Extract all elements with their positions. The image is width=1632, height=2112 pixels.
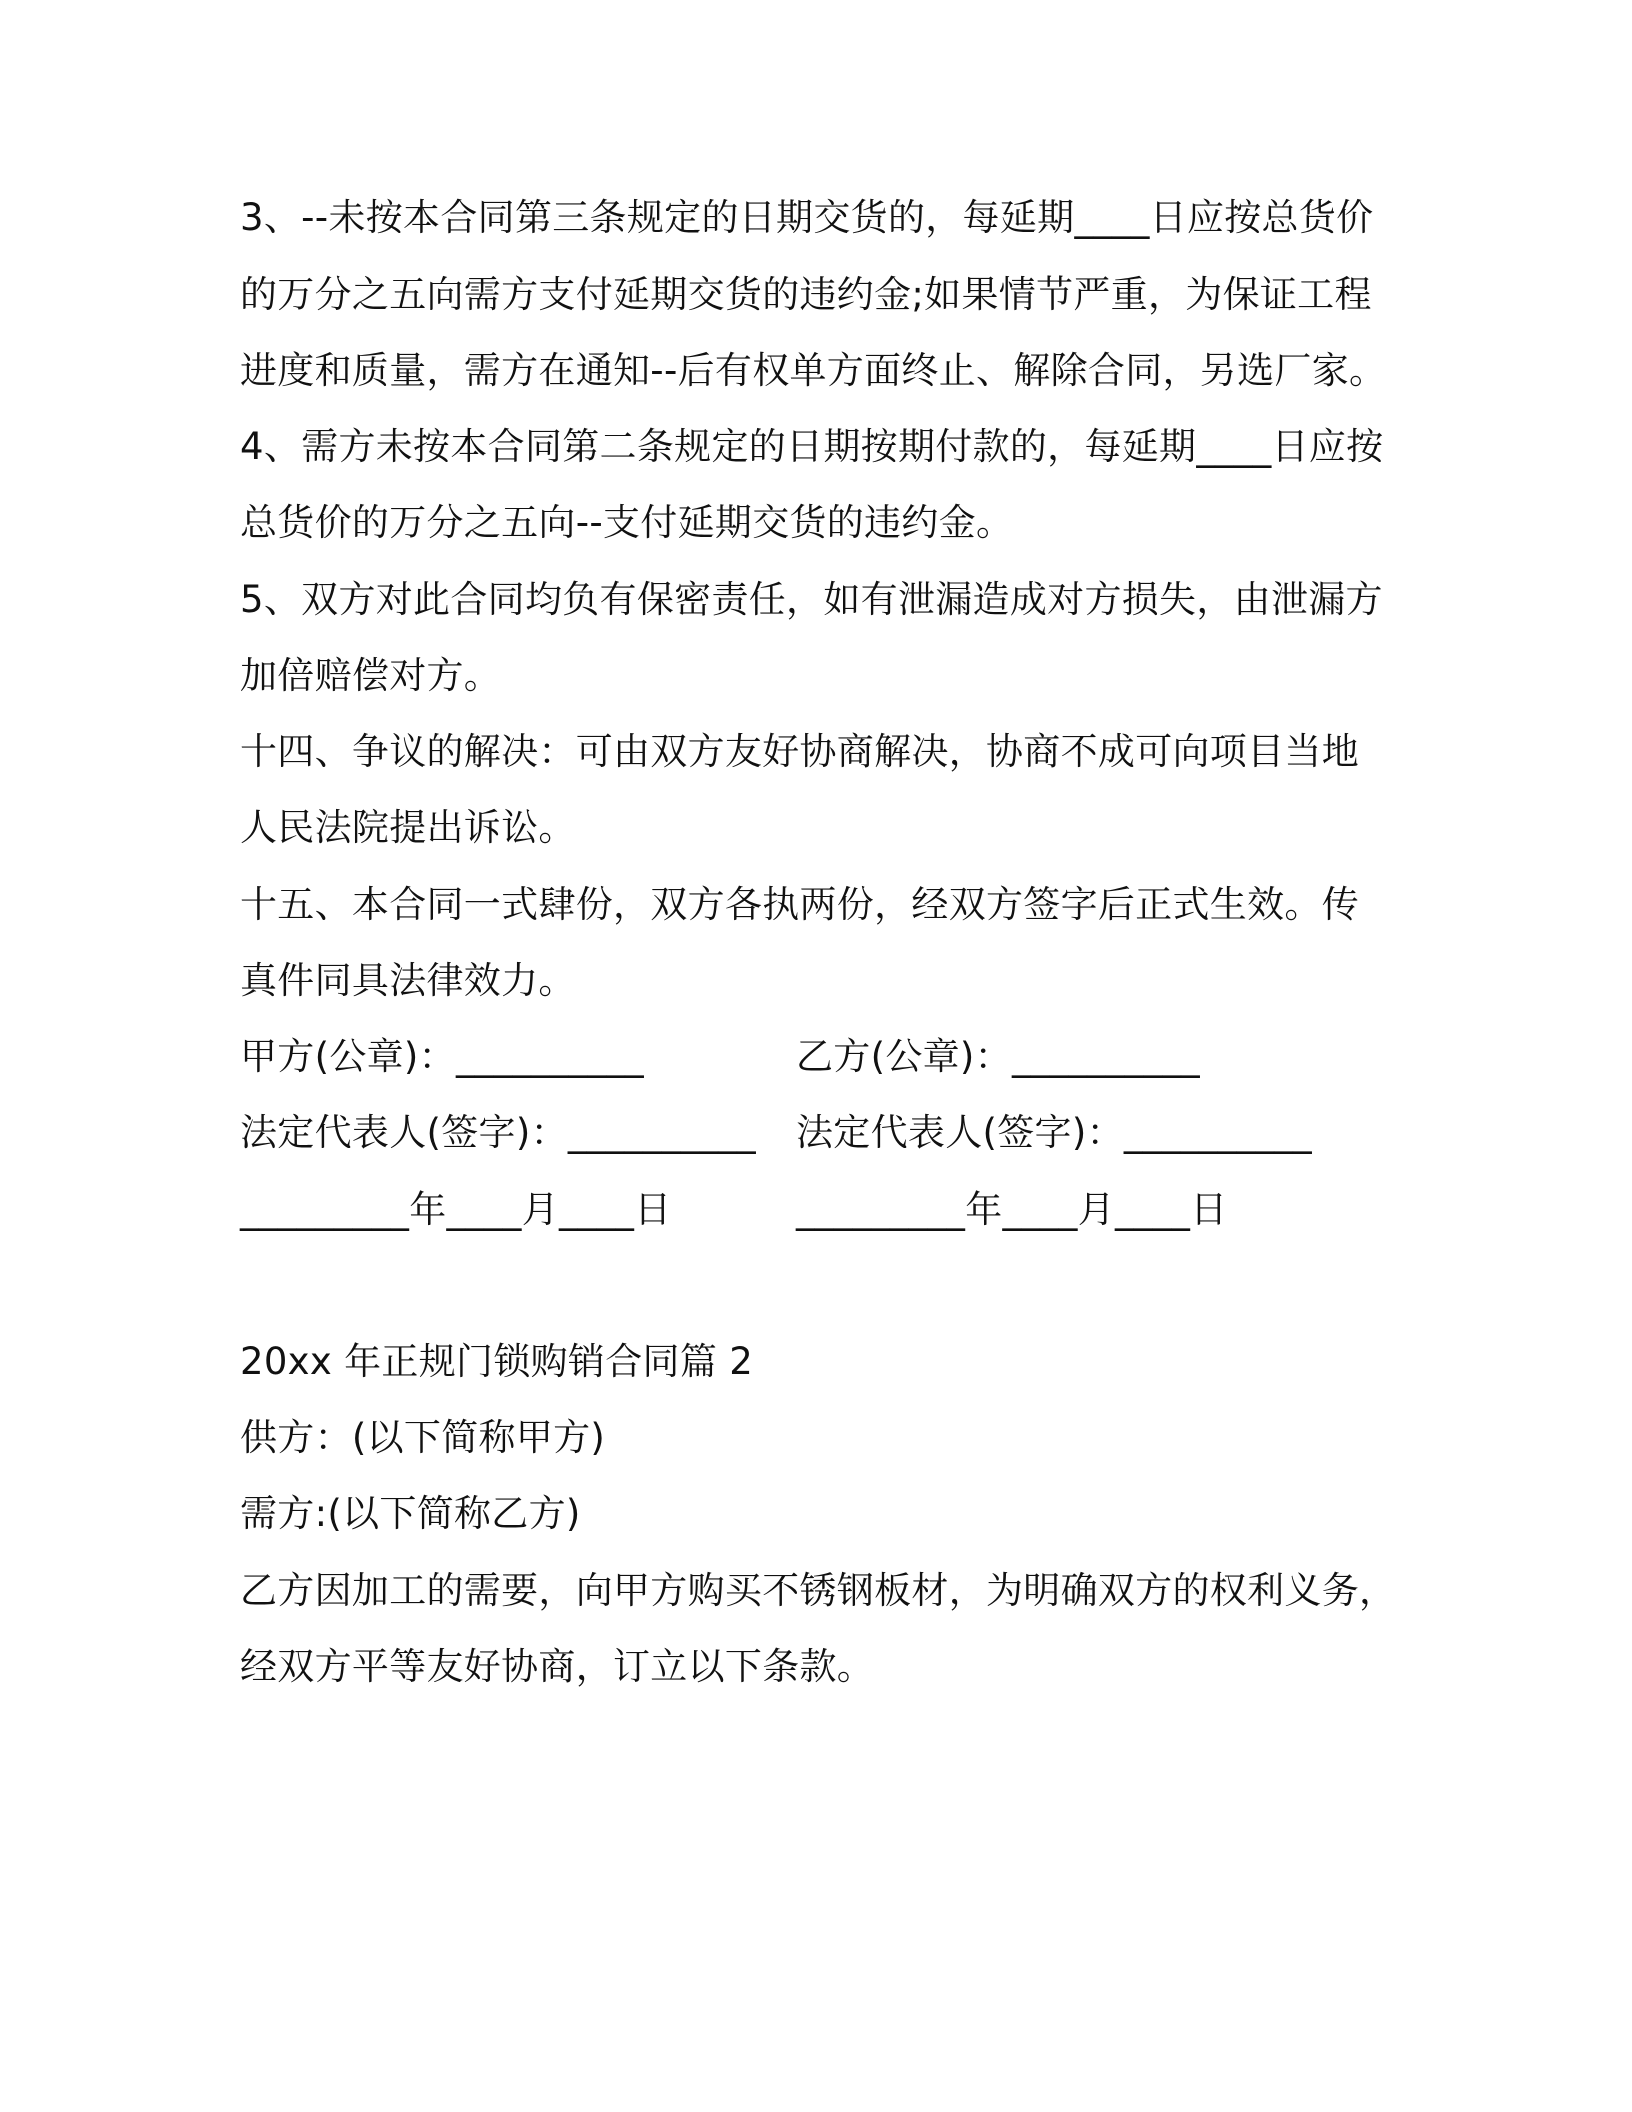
clause-14-line-1: 十四、争议的解决：可由双方友好协商解决，协商不成可向项目当地 <box>240 730 1359 773</box>
clause-4-line-2: 总货价的万分之五向--支付延期交货的违约金。 <box>240 501 1014 544</box>
section-2-title: 20xx 年正规门锁购销合同篇 2 <box>240 1340 754 1383</box>
party-a-seal: 甲方(公章)：__________ <box>240 1035 644 1078</box>
intro-line-1: 乙方因加工的需要，向甲方购买不锈钢板材，为明确双方的权利义务， <box>240 1569 1397 1612</box>
party-b-seal: 乙方(公章)：__________ <box>796 1035 1200 1078</box>
intro-line-2: 经双方平等友好协商，订立以下条款。 <box>240 1645 875 1688</box>
supplier-line: 供方：(以下简称甲方) <box>240 1416 606 1459</box>
clause-4-line-1: 4、需方未按本合同第二条规定的日期按期付款的，每延期____日应按 <box>240 425 1384 468</box>
clause-3-line-1: 3、--未按本合同第三条规定的日期交货的，每延期____日应按总货价 <box>240 196 1374 239</box>
buyer-line: 需方:(以下简称乙方) <box>240 1492 581 1535</box>
clause-3-line-3: 进度和质量，需方在通知--后有权单方面终止、解除合同，另选厂家。 <box>240 349 1387 392</box>
clause-5-line-2: 加倍赔偿对方。 <box>240 654 502 697</box>
party-b-representative: 法定代表人(签字)：__________ <box>796 1111 1312 1154</box>
clause-15-line-1: 十五、本合同一式肆份，双方各执两份，经双方签字后正式生效。传 <box>240 883 1359 926</box>
clause-14-line-2: 人民法院提出诉讼。 <box>240 806 576 849</box>
party-a-representative: 法定代表人(签字)：__________ <box>240 1111 756 1154</box>
party-a-date: _________年____月____日 <box>240 1188 672 1231</box>
clause-3-line-2: 的万分之五向需方支付延期交货的违约金;如果情节严重，为保证工程 <box>240 273 1372 316</box>
party-b-date: _________年____月____日 <box>796 1188 1228 1231</box>
clause-5-line-1: 5、双方对此合同均负有保密责任，如有泄漏造成对方损失，由泄漏方 <box>240 578 1383 621</box>
clause-15-line-2: 真件同具法律效力。 <box>240 959 576 1002</box>
